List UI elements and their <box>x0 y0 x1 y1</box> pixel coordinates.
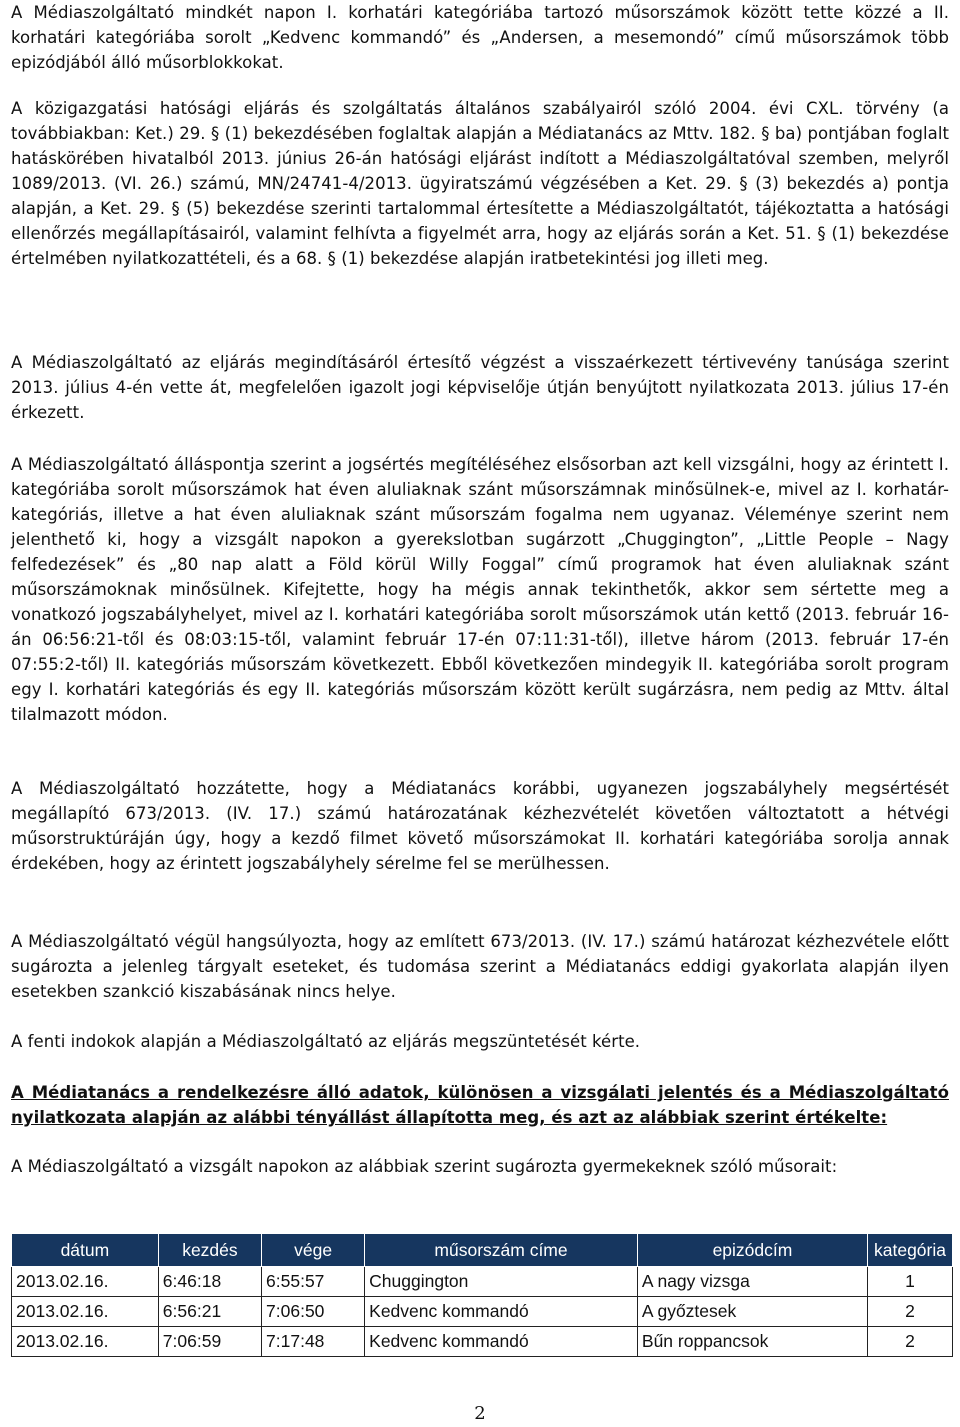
table-row <box>12 1327 953 1357</box>
paragraph-intro: A Médiaszolgáltató mindkét napon I. korhatári kategóriába tartozó műsorszámok között tette közzé a II. korhatári kategóriába sorolt „Kedvenc kommandó” és „Andersen, a mesemondó” című műsorszámok több epizódjából álló műsorblokkokat. <box>11 3 949 72</box>
column-header-category: kategória <box>868 1234 953 1267</box>
column-header-start: kezdés <box>158 1234 261 1267</box>
cell-end: 7:06:50 <box>262 1297 365 1327</box>
paragraph-procedure: A közigazgatási hatósági eljárás és szolgáltatás általános szabályairól szóló 2004. évi CXL. törvény (a továbbiakban: Ket.) 29. § (1) bekezdésében foglaltak alapján a Médiatanács az Mttv. 182. § ba) pontjában foglalt hatáskörében hivatalból 2013. június 26-án hatósági eljárást indított a Médiaszolgáltatóval szemben, melyről 1089/2013. (VI. 26.) számú, MN/24741-4/2013. ügyiratszámú végzésében a Ket. 29. § (3) bekezdés a) pontja alapján, a Ket. 29. § (5) bekezdése szerinti tartalommal értesítette a Médiaszolgáltatót, tájékoztatta a hatósági ellenőrzés megállapításairól, valamint felhívta a figyelmét arra, hogy az eljárás során a Ket. 51. § (1) bekezdése értelmében nyilatkozattételi, és a 68. § (1) bekezdése alapján iratbetekintési jog illeti meg. <box>11 99 949 268</box>
cell-title: Chuggington <box>365 1267 638 1297</box>
cell-category: 2 <box>868 1327 953 1357</box>
column-header-end: vége <box>262 1234 365 1267</box>
cell-title: Kedvenc kommandó <box>365 1327 638 1357</box>
table-row <box>12 1297 953 1327</box>
paragraph-findings-heading: A Médiatanács a rendelkezésre álló adatok, különösen a vizsgálati jelentés és a Médiaszolgáltató nyilatkozata alapján az alábbi tényállást állapította meg, és azt az alábbiak szerint értékelte: <box>11 1083 949 1127</box>
cell-episode: Bűn roppancsok <box>637 1327 867 1357</box>
paragraph-notification: A Médiaszolgáltató az eljárás megindításáról értesítő végzést a visszaérkezett tértivevény tanúsága szerint 2013. július 4-én vette át, megfelelően igazolt jogi képviselője útján benyújtott nyilatkozata 2013. július 17-én érkezett. <box>11 353 949 422</box>
column-header-title: műsorszám címe <box>365 1234 638 1267</box>
paragraph-provider-position: A Médiaszolgáltató álláspontja szerint a jogsértés megítéléséhez elsősorban azt kell vizsgálni, hogy az érintett I. kategóriába sorolt műsorszámok hat éven aluliaknak szánt műsorszámnak minősülnek-e, mivel az I. korhatár-kategóriás, illetve a hat éven aluliaknak szánt műsorszám fogalma nem ugyanaz. Véleménye szerint nem jelenthető ki, hogy a vizsgált napokon a gyerekslotban sugárzott „Chuggington”, „Little People – Nagy felfedezések” és „80 nap alatt a Föld körül Willy Foggal” című programok hat éven aluliaknak szánt műsorszámoknak minősülnek. Kifejtette, hogy ha mégis annak tekinthetők, akkor sem sértette meg a vonatkozó jogszabályhelyet, mivel az I. korhatári kategóriába sorolt műsorszámok után kettő (2013. február 16-án 06:56:21-től és 08:03:15-től, valamint február 17-én 07:11:31-től), illetve három (2013. február 17-én 07:55:2-től) II. kategóriás műsorszám következett. Ebből következően mindegyik II. kategóriába sorolt program egy I. korhatári kategóriás és egy II. kategóriás műsorszám között került sugárzásra, nem pedig az Mttv. által tilalmazott módon. <box>11 455 949 724</box>
table-header-row <box>12 1234 953 1267</box>
cell-start: 6:56:21 <box>158 1297 261 1327</box>
column-header-date: dátum <box>12 1234 159 1267</box>
paragraph-provider-addition: A Médiaszolgáltató hozzátette, hogy a Médiatanács korábbi, ugyanezen jogszabályhely megsértését megállapító 673/2013. (IV. 17.) számú határozatának kézhezvételét követően változtatott a hétvégi műsorstruktúráján úgy, hogy a kezdő filmet követő műsorszámokat II. korhatári kategóriába sorolja annak érdekében, hogy az érintett jogszabályhely sérelme fel se merülhessen. <box>11 779 949 873</box>
cell-category: 2 <box>868 1297 953 1327</box>
cell-date: 2013.02.16. <box>12 1267 159 1297</box>
cell-date: 2013.02.16. <box>12 1327 159 1357</box>
cell-start: 6:46:18 <box>158 1267 261 1297</box>
cell-category: 1 <box>868 1267 953 1297</box>
paragraph-table-intro: A Médiaszolgáltató a vizsgált napokon az alábbiak szerint sugározta gyermekeknek szóló műsorait: <box>11 1157 838 1176</box>
paragraph-provider-emphasis: A Médiaszolgáltató végül hangsúlyozta, hogy az említett 673/2013. (IV. 17.) számú határozat kézhezvétele előtt sugározta a jelenleg tárgyalt eseteket, és tudomása szerint a Médiatanács eddigi gyakorlata alapján ilyen esetekben szankció kiszabásának nincs helye. <box>11 932 949 1001</box>
column-header-episode: epizódcím <box>637 1234 867 1267</box>
cell-end: 7:17:48 <box>262 1327 365 1357</box>
paragraph-request: A fenti indokok alapján a Médiaszolgáltató az eljárás megszüntetését kérte. <box>11 1032 641 1051</box>
cell-episode: A győztesek <box>637 1297 867 1327</box>
page-number: 2 <box>474 1403 486 1424</box>
programme-table <box>11 1233 953 1357</box>
cell-end: 6:55:57 <box>262 1267 365 1297</box>
cell-date: 2013.02.16. <box>12 1297 159 1327</box>
cell-episode: A nagy vizsga <box>637 1267 867 1297</box>
table-row <box>12 1267 953 1297</box>
cell-start: 7:06:59 <box>158 1327 261 1357</box>
cell-title: Kedvenc kommandó <box>365 1297 638 1327</box>
